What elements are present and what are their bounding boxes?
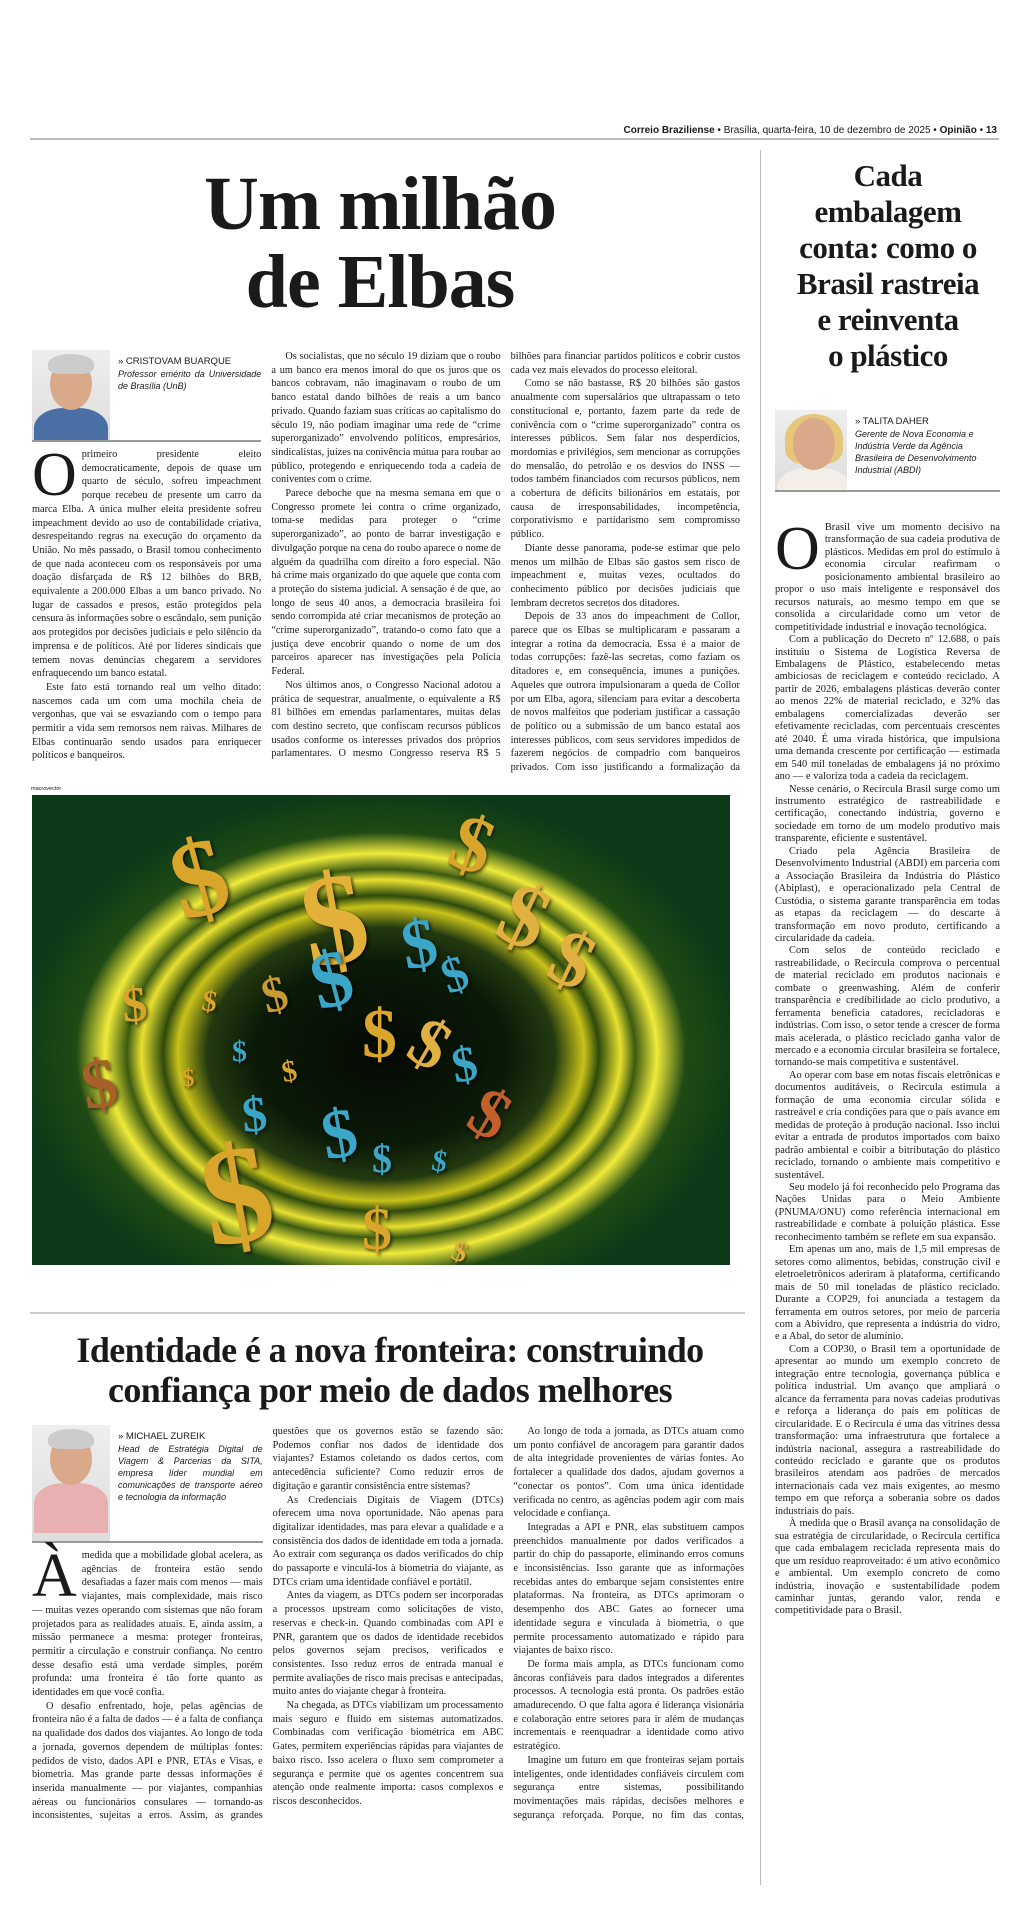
- paragraph-text: Ao operar com base em notas fiscais eletrônicas e documentos auditáveis, o Recircula estimula a formação de uma economia circular sólida e rastreável e cria condições para que o país avance em medidas de proteção à produção nacional. Isso inclui evitar a entrada de produtos importados com baixo padrão ambiental e coibir a bitributação do plástico reciclado, tornando o ambiente mais competitivo e sustentável.: [775, 1069, 1000, 1181]
- article-paragraph: [513, 1425, 744, 1521]
- article-paragraph: [511, 377, 740, 541]
- headline-line: Um milhão: [204, 162, 556, 246]
- paragraph-text: As Credenciais Digitais de Viagem (DTCs) oferecem uma nova oportunidade. Não apenas para digitalizar identidades, mas para elevar a qualidade e a consistência dos dados de identidade em toda a jornada. Ao extrair com segurança os dados verificados do chip do passaporte e vinculá-los à biometria do viajante, as DTCs criam uma identidade confiável e portátil.: [272, 1494, 504, 1588]
- page-number: 13: [985, 125, 997, 136]
- paragraph-text: Parece deboche que na mesma semana em que o Congresso promete lei contra o crime organizado, toma-se medidas para proteger o “crime superorganizado”, ao ponto de barrar investigação e divulgação porque na cena do roubo aparece o nome de alguém da quadrilha com direito a foro especial. Não há crime mais organizado do que aquele que conta com a proteção do sistema judicial. A sensação é de que, ao longo de seus 40 anos, a democracia brasileira foi sendo corrompida até criar mecanismos de proteção ao “crime superorganizado”, tratando-o como fato que a justiça deve encobrir quando o nome de um dos parceiros aparecer nas investigações pela Polícia Federal.: [271, 488, 501, 678]
- author-byline: [32, 350, 261, 442]
- author-role: Professor emérito da Universidade de Brasília (UnB): [118, 369, 262, 391]
- paragraph-text: Na chegada, as DTCs viabilizam um processamento mais seguro e fluido em sistemas automatizados. Combinadas com verificação biométrica em ABC Gates, permitem experiências rápidas para viajantes de baixo risco. Isso acelera o fluxo sem comprometer a segurança e permite que os agentes concentrem sua atenção onde realmente importa: casos complexos e riscos desconhecidos.: [272, 1700, 504, 1807]
- headline-line: Identidade é a nova fronteira: construindo: [76, 1330, 704, 1370]
- article-1-body: [32, 350, 740, 775]
- article-paragraph: [775, 515, 1000, 634]
- article-paragraph: [775, 634, 1000, 783]
- headline-line: Brasil rastreia: [796, 266, 980, 301]
- paragraph-text: Integradas a API e PNR, elas substituem campos preenchidos manualmente por dados verificados a partir do chip do passaporte, eliminando erros comuns e inconsistências. Isso garante que as informações recebidas antes do embarque sejam consistentes entre plataformas. Na fronteira, as DTCs aprimoram o desempenho dos ABC Gates ao fornecer uma identidade segura e vinculada à biometria, o que permite processamento automatizado e rápido para viajantes de baixo risco.: [513, 1521, 744, 1657]
- paragraph-text: primeiro presidente eleito democraticamente, depois de quase um quarto de século, sofreu impeachment porque recebeu de presente um carro da marca Elba. A única mulher eleita presidente sofreu impeachment devido ao uso de contabilidade criativa, desrespeitando regras na execução do orçamento da União. No mês passado, o Brasil tomou conhecimento de que nada aconteceu com os responsáveis por uma doação disfarçada de R$ 12 bilhões do BRB, equivalente a 200.000 Elbas a um banco privado. No lugar de cassados e presos, estão protegidos pela censura às informações sobre o escândalo, sem punição aos protegidos por decisões judiciais e pelo silêncio da imprensa e de políticos. Até por líderes sindicais que temem novas denúncias chegarem a servidores enfraquecendo um banco estatal.: [32, 449, 262, 680]
- author-photo: [775, 410, 847, 490]
- paragraph-text: Imagine um futuro em que fronteiras sejam portais inteligentes, onde identidades confiáveis circulem com segurança entre sistemas, possibilitando movimentações mais rápidas, decisões melhores e segurança reforçada. Porque, no fim das contas,: [513, 1754, 744, 1821]
- drop-cap: À: [32, 1542, 77, 1610]
- paragraph-text: Nesse cenário, o Recircula Brasil surge como um instrumento estratégico de rastreabilidade e certificação, conectando indústria, governo e sociedade em torno de um modelo produtivo mais transparente, eficiente e sustentável.: [775, 783, 1000, 845]
- article-paragraph: [775, 1182, 1000, 1244]
- author-name: » CRISTOVAM BUARQUE: [118, 356, 232, 367]
- paragraph-text: medida que a mobilidade global acelera, as agências de fronteira estão sendo desafiadas a fazer mais com menos — mais viajantes, mais complexidade, mais risco — muitas vezes operando com sistemas que não foram projetados para as realidades atuais. E, ainda assim, a missão permanece a mesma: proteger fronteiras, permitir a circulação e construir confiança. No centro desse desafio está uma verdade simples, porém profunda: uma fronteira é tão forte quanto as identidades em que você confia.: [32, 1550, 263, 1699]
- paragraph-text: O desafio enfrentado, hoje, pelas agências de fronteira não é a falta de dados — é a falta de confiança na qualidade dos dados dos viajantes. Ao longo de toda a jornada, governos dependem de múltiplas fontes: pedidos de visto, dados API e PNR, ETAs e Visas, e biometria. Mas grande parte dessas informações é inserida manualmente — por viajantes, companhias aéreas ou funcionários consulares — tornando-as inconsistentes, sujeitas a erros. Assim, as grandes questões que os governos estão se fazendo são: Podemos confiar nos dados de identidade dos viajantes? Estamos coletando os dados certos, com antecedência suficiente? Como reduzir erros de digitação e garantir consistência entre sistemas?: [32, 1426, 504, 1822]
- article-paragraph: [32, 441, 262, 681]
- article-paragraph: [273, 1699, 504, 1809]
- article-paragraph: [273, 1589, 504, 1699]
- headline-line: o plástico: [828, 338, 948, 373]
- article-paragraph: [32, 681, 261, 763]
- article-3-body: [775, 515, 1000, 1618]
- article-paragraph: [511, 542, 740, 611]
- section-divider: [30, 1312, 745, 1314]
- headline-line: e reinventa: [817, 302, 959, 337]
- dollar-sign-icon: [199, 984, 220, 1020]
- author-role: Gerente de Nova Economia e Indústria Verde da Agência Brasileira de Desenvolvimento Industrial (ABDI): [855, 429, 977, 475]
- article-2-body: [32, 1425, 744, 1825]
- paragraph-text: De forma mais ampla, as DTCs funcionam como âncoras confiáveis para dados integrados a diferentes processos. A tecnologia está pronta. Os padrões estão amadurecendo. O que falta agora é liderança visionária e colaboração entre setores para ir além de mudanças incrementais e reenquadrar a identidade como ativo estratégico.: [513, 1658, 744, 1753]
- article-1-headline: [100, 162, 660, 324]
- article-paragraph: [32, 1542, 263, 1700]
- author-name: » TALITA DAHER: [855, 416, 929, 427]
- dollar-sign-icon: [429, 1144, 450, 1180]
- article-paragraph: [775, 1070, 1000, 1182]
- headline-line: conta: como o: [799, 230, 977, 265]
- paragraph-text: Com a COP30, o Brasil tem a oportunidade de apresentar ao mundo um exemplo concreto de integração entre tecnologia, governança pública e política industrial. Um avanço que ampliará o alcance da ferramenta para novas cadeias produtivas e reforça a liderança do país em políticas de circularidade. E o Recircula é uma das vitrines dessa transformação: uma infraestrutura que fortalece a indústria nacional, assegura a rastreabilidade do conteúdo reciclado e garante que os produtos brasileiros atendam aos padrões de mercados internacionais cada vez mais exigentes, ao mesmo tempo em que reforça a soberania sobre os dados industriais do país.: [775, 1343, 1000, 1517]
- article-paragraph: [775, 784, 1000, 846]
- paragraph-text: À medida que o Brasil avança na consolidação de sua estratégia de circularidade, o Recircula certifica que cada embalagem reciclada representa mais do que um resíduo reaproveitado: é um ativo econômico e ambiental. Um exemplo concreto de como indústria, inovação e sustentabilidade podem caminhar juntas, gerando valor, renda e competitividade para o Brasil.: [775, 1518, 1000, 1617]
- dollar-sign-icon: [255, 963, 294, 1025]
- article-paragraph: [775, 1344, 1000, 1518]
- headline-line: de Elbas: [245, 240, 515, 324]
- author-byline: [775, 410, 1000, 492]
- headline-line: embalagem: [814, 194, 962, 229]
- dollar-sign-icon: [395, 903, 443, 988]
- money-tunnel-illustration: [32, 795, 730, 1265]
- article-paragraph: [775, 1244, 1000, 1344]
- photo-credit: macrovector: [31, 786, 62, 792]
- author-byline: [32, 1425, 263, 1543]
- column-divider: [760, 150, 761, 1885]
- dollar-sign-icon: [120, 974, 150, 1034]
- paragraph-text: Seu modelo já foi reconhecido pelo Programa das Nações Unidas para o Meio Ambiente (PNUMA/ONU) como referência internacional em rastreabilidade e combate à poluição plástica. Esse reconhecimento também se reflete em sua expansão.: [775, 1182, 1000, 1243]
- paragraph-text: Com selos de conteúdo reciclado e rastreabilidade, o Recircula comprova o percentual de material reciclado em produtos nacionais e combate o greenwashing. Além de conferir transparência e credibilidade ao ciclo produtivo, a ferramenta beneficia catadores, recicladoras e indústrias. Com isso, o setor tende a crescer de forma mais acelerada, o plástico reciclado ganha valor de mercado e a economia circular brasileira se fortalece, tornando-se mais competitiva e sustentável.: [775, 945, 1000, 1069]
- author-photo: [32, 1425, 110, 1541]
- dollar-sign-icon: [362, 995, 397, 1075]
- dollar-sign-icon: [362, 1195, 392, 1264]
- drop-cap: O: [775, 515, 820, 583]
- masthead: Correio Braziliense • Brasília, quarta-feira, 10 de dezembro de 2025 • Opinião • 13: [30, 126, 999, 140]
- author-name: » MICHAEL ZUREIK: [118, 1431, 206, 1442]
- paragraph-text: Brasil vive um momento decisivo na transformação de sua cadeia produtiva de plásticos. Medidas em prol do estímulo à economia circular reafirmam o posicionamento ambiental brasileiro ao propor o uso mais inteligente e responsável dos recursos naturais, ao mesmo tempo em que se consolida a circularidade como um vetor de competitividade industrial e inovação tecnológica.: [775, 522, 1000, 633]
- dollar-sign-icon: [438, 796, 507, 895]
- paragraph-text: Os socialistas, que no século 19 diziam que o roubo a um banco era menos imoral do que os juros que os bancos cobravam, não imaginavam o roubo de um banco estatal dando bilhões de reais a um banco privado. Quando faziam suas críticas ao capitalismo do século 19, não podiam imaginar uma rede de “crime superorganizado” envolvendo políticos, empresários, sindicalistas, juízes na conivência mútua para roubar ao público, protegendo e enriquecendo toda a cadeia de coniventes com o crime.: [271, 351, 501, 486]
- paragraph-text: Como se não bastasse, R$ 20 bilhões são gastos anualmente com supersalários que ultrapassam o teto constitucional e, portanto, fazem parte da rede de conivência com o “crime superorganizado” contra os interesses públicos. Sem falar nos desperdícios, mordomias e privilégios, sem mencionar as corrupções do mensalão, do petrolão e os desvios do INSS — todos também financiados com recursos públicos, nem a cobertura de déficits bilionários em estatais, por causa de irresponsabilidades, incompetência, corporativismo e partidarismo sem compromisso público.: [510, 378, 740, 541]
- article-paragraph: [273, 1494, 504, 1590]
- paragraph-text: Nos últimos anos, o Congresso Nacional adotou a prática de sequestrar, anualmente, o equivalente a R$ 81 bilhões em emendas parlamentares, muitas delas com destino secreto, que confiscam recursos públicos usados conforme os interesses privados dos próprios parlamentares. O mesmo Congresso reserva R$ 5 bilhões para financiar partidos políticos e cobrir custos cada vez mais elevados do processo eleitoral.: [271, 351, 740, 760]
- dollar-sign-icon: [315, 1093, 363, 1178]
- paragraph-text: Criado pela Agência Brasileira de Desenvolvimento Industrial (ABDI) em parceria com a Associação Brasileira da Indústria do Plástico (Abiplast), e operacionalizado pela Central de Custódia, o sistema garante transparência em todas as etapas da reciclagem — do descarte à transformação em novo produto, certificando a circularidade da cadeia.: [775, 845, 1000, 944]
- dollar-sign-icon: [75, 1043, 123, 1128]
- author-role: Head de Estratégia Digital de Viagem & Parcerias da SITA, empresa líder mundial em comunicações de transporte aéreo e tecnologia da informação: [118, 1444, 263, 1502]
- paragraph-text: Com a publicação do Decreto nº 12.688, o país instituiu o Sistema de Logística Reversa de Embalagens de Plástico, estabelecendo metas ambiciosas de reciclagem e conteúdo reciclado. A partir de 2026, embalagens plásticas deverão conter ao menos 22% de material reciclado, e 32% das embalagens comercializadas deverão ser efetivamente recicladas, com percentuais crescentes até 2040. É uma virada histórica, que impulsiona uma demanda crescente por certificação — estimada em 540 mil toneladas de embalagens já no próximo ano — e valoriza toda a cadeia da reciclagem.: [775, 634, 1000, 783]
- paragraph-text: Ao longo de toda a jornada, as DTCs atuam como um ponto confiável de ancoragem para garantir dados de alta integridade provenientes de várias fontes. Ao fortalecer a qualidade dos dados, ajudam governos a “conectar os pontos”. Com uma única identidade verificada no centro, as agências podem agir com mais velocidade e confiança.: [513, 1426, 744, 1520]
- article-paragraph: [271, 487, 500, 679]
- section-name: Opinião: [939, 125, 977, 136]
- dollar-sign-icon: [447, 1033, 482, 1094]
- newspaper-name: Correio Braziliense: [623, 125, 715, 136]
- dollar-sign-icon: [535, 911, 610, 1010]
- article-paragraph: [271, 350, 500, 487]
- dollar-sign-icon: [157, 810, 243, 947]
- dollar-sign-icon: [182, 1065, 195, 1093]
- dollar-sign-icon: [279, 1054, 300, 1090]
- edition-date: Brasília, quarta-feira, 10 de dezembro de 2025: [723, 125, 931, 136]
- paragraph-text: Diante desse panorama, pode-se estimar que pelo menos um milhão de Elbas são gastos sem risco de impeachment e, muitas vezes, ocultados do conhecimento público por decisões judiciais que lembram decretos secretos dos ditadores.: [510, 542, 740, 609]
- article-paragraph: [775, 846, 1000, 946]
- drop-cap: O: [32, 441, 77, 509]
- paragraph-text: Antes da viagem, as DTCs podem ser incorporadas a processos upstream como solicitações de visto, reservas e check-in. Quando combinadas com API e PNR, garantem que os dados de identidade recebidos pelos governos sejam precisos, verificados e consistentes. Isso reduz erros de entrada manual e permite avaliações de risco mais precisas e antecipadas, muito antes do viajante chegar à fronteira.: [272, 1590, 504, 1698]
- headline-line: confiança por meio de dados melhores: [107, 1370, 673, 1410]
- paragraph-text: Em apenas um ano, mais de 1,5 mil empresas de setores como alimentos, bebidas, construção civil e eletroeletrônicos aderiram à plataforma, certificando mais de 50 mil toneladas de plástico reciclado. Durante a COP29, foi anunciada a testagem da ferramenta em outros setores, por meio de parceria com a Abividro, que representa a indústria do vidro, e a Abal, do setor de alumínio.: [775, 1244, 1000, 1343]
- dollar-sign-icon: [189, 1110, 286, 1265]
- headline-line: Cada: [853, 158, 923, 193]
- article-3-headline: [772, 158, 1004, 374]
- paragraph-text: Depois de 33 anos do impeachment de Collor, parece que os Elbas se multiplicaram e passaram a integrar a rotina da democracia. Essa é a maior de todas corrupções: fazê-las secretas, como faziam os ditadores e, em consequência, imunes a punições. Aqueles que outrora impulsionaram a queda de Collor por um Elba, agora, silenciam para evitar a descoberta de novos malfeitos que poderiam justificar a cassação de político ou a submissão de um banco estatal aos interesses públicos, com seus servidores impedidos de fazerem negócios de compadrio com banqueiros privados. Com isso justificando a formalização da: [510, 611, 740, 774]
- article-paragraph: [513, 1521, 744, 1658]
- dollar-sign-icon: [232, 1035, 247, 1069]
- dollar-sign-icon: [372, 1135, 392, 1182]
- article-paragraph: [775, 945, 1000, 1070]
- dollar-sign-icon: [447, 1233, 473, 1265]
- author-photo: [32, 350, 110, 440]
- paragraph-text: Este fato está tornando real um velho ditado: nascemos cada um com uma mochila cheia de vergonhas, que vai se esvaziando com o tempo para permitir a vida sem remorsos nem raivas. Milhares de Elbas continuarão sendo usados para enriquecer políticos e banqueiros.: [32, 681, 262, 762]
- article-paragraph: [775, 1518, 1000, 1618]
- article-2-headline: [30, 1330, 750, 1410]
- article-paragraph: [513, 1658, 744, 1754]
